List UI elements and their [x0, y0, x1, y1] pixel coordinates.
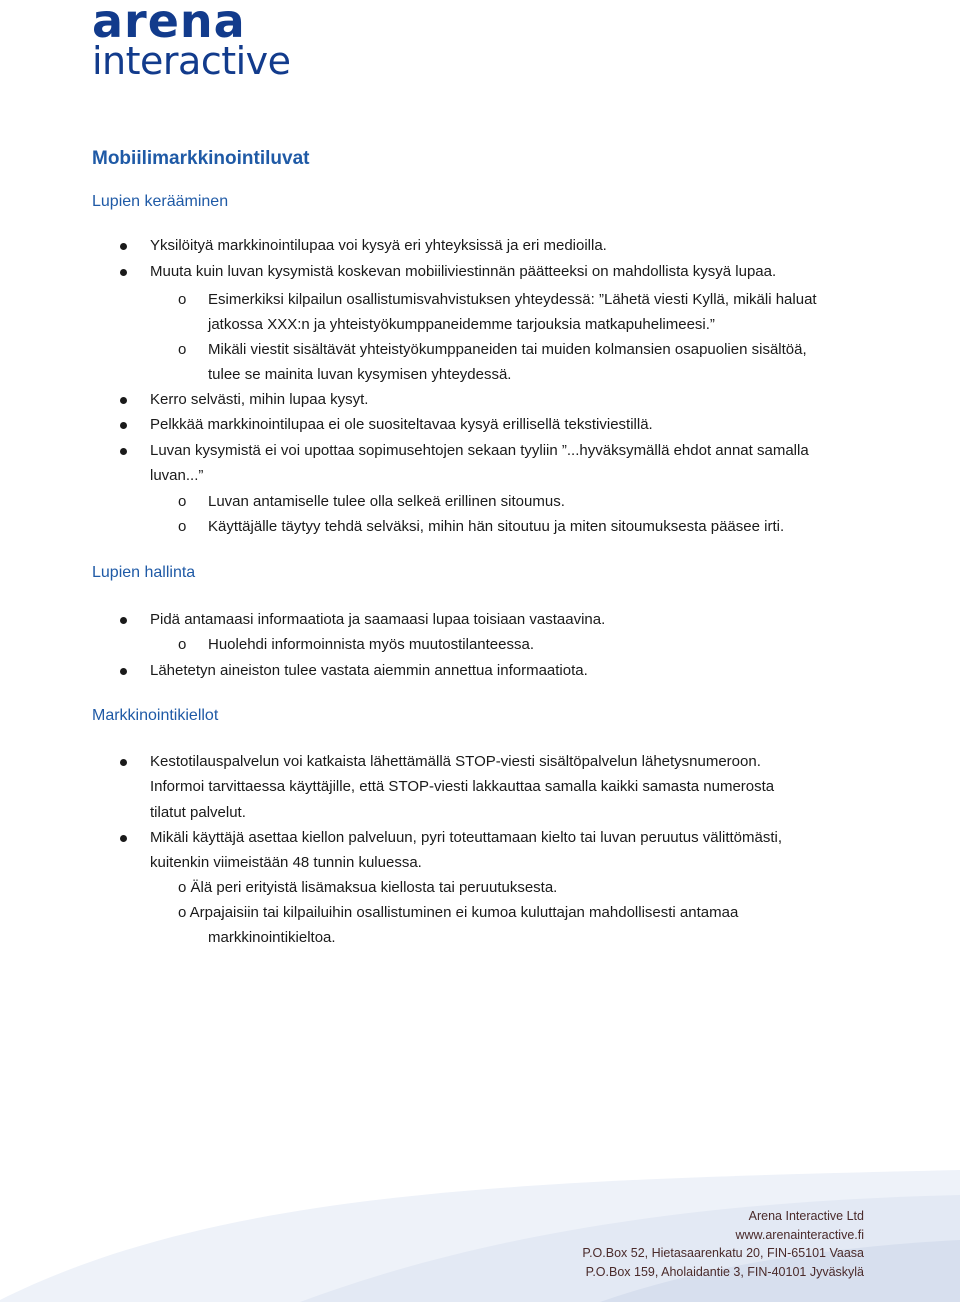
bullet-icon	[120, 759, 127, 766]
sub-bullet-marker: o	[178, 636, 187, 653]
list-item-continuation: kuitenkin viimeistään 48 tunnin kuluessa.	[150, 854, 422, 871]
footer-contact	[582, 1207, 864, 1281]
bullet-icon	[120, 617, 127, 624]
sub-list-item: Luvan antamiselle tulee olla selkeä erillinen sitoumus.	[208, 493, 565, 510]
list-item: Kestotilauspalvelun voi katkaista lähettämällä STOP-viesti sisältöpalvelun lähetysnumeroon.	[150, 753, 761, 770]
sub-bullet-marker: o	[178, 341, 187, 358]
bullet-icon	[120, 397, 127, 404]
logo-word-arena: arena	[92, 0, 246, 48]
footer-address-jyvaskyla: P.O.Box 159, Aholaidantie 3, FIN-40101 Jyväskylä	[585, 1264, 864, 1279]
sub-list-item: o Älä peri erityistä lisämaksua kiellosta tai peruutuksesta.	[178, 879, 558, 896]
section-heading-lupien-keraaminen: Lupien kerääminen	[92, 193, 229, 210]
footer-address-vaasa: P.O.Box 52, Hietasaarenkatu 20, FIN-65101 Vaasa	[582, 1246, 864, 1260]
bullet-icon	[120, 835, 127, 842]
logo-word-interactive: interactive	[92, 39, 291, 83]
section-heading-markkinointikiellot: Markkinointikiellot	[92, 707, 219, 724]
sub-list-item: o Arpajaisiin tai kilpailuihin osallistuminen ei kumoa kuluttajan mahdollisesti antamaa	[178, 904, 739, 921]
sub-bullet-marker: o	[178, 518, 187, 535]
arena-interactive-logo	[92, 0, 291, 83]
list-item: Kerro selvästi, mihin lupaa kysyt.	[150, 391, 369, 408]
list-item-continuation: Informoi tarvittaessa käyttäjille, että STOP-viesti lakkauttaa samalla kaikki samasta numerosta	[150, 778, 775, 795]
list-item: Lähetetyn aineiston tulee vastata aiemmin annettua informaatiota.	[150, 662, 588, 679]
list-item: Yksilöityä markkinointilupaa voi kysyä eri yhteyksissä ja eri medioilla.	[150, 237, 607, 254]
bullet-icon	[120, 448, 127, 455]
sub-bullet-marker: o	[178, 493, 187, 510]
bullet-icon	[120, 668, 127, 675]
sub-bullet-marker: o	[178, 291, 187, 308]
footer-company: Arena Interactive Ltd	[748, 1209, 864, 1223]
page-title: Mobiilimarkkinointiluvat	[92, 148, 310, 169]
list-item: Mikäli käyttäjä asettaa kiellon palveluun, pyri toteuttamaan kielto tai luvan peruutus välittömästi,	[150, 829, 782, 846]
sub-list-item-continuation: jatkossa XXX:n ja yhteistyökumppaneidemme tarjouksia matkapuhelimeesi.”	[208, 316, 715, 333]
bullet-icon	[120, 243, 127, 250]
bullet-icon	[120, 269, 127, 276]
sub-list-item-continuation: tulee se mainita luvan kysymisen yhteydessä.	[208, 366, 512, 383]
list-item-continuation: tilatut palvelut.	[150, 804, 246, 821]
sub-list-item: Esimerkiksi kilpailun osallistumisvahvistuksen yhteydessä: ”Lähetä viesti Kyllä, mikäli haluat	[208, 291, 817, 308]
section-heading-lupien-hallinta: Lupien hallinta	[92, 564, 196, 581]
footer-website: www.arenainteractive.fi	[735, 1227, 864, 1242]
list-item-continuation: luvan...”	[150, 467, 204, 484]
list-item: Muuta kuin luvan kysymistä koskevan mobiiliviestinnän päätteeksi on mahdollista kysyä lupaa.	[150, 263, 777, 280]
sub-list-item: Käyttäjälle täytyy tehdä selväksi, mihin hän sitoutuu ja miten sitoumuksesta pääsee irti.	[208, 518, 785, 535]
list-item: Pidä antamaasi informaatiota ja saamaasi lupaa toisiaan vastaavina.	[150, 611, 606, 628]
sub-list-item: Huolehdi informoinnista myös muutostilanteessa.	[208, 636, 534, 653]
sub-list-item-continuation: markkinointikieltoa.	[208, 929, 336, 946]
bullet-icon	[120, 422, 127, 429]
list-item: Pelkkää markkinointilupaa ei ole suositeltavaa kysyä erillisellä tekstiviestillä.	[150, 416, 653, 433]
list-item: Luvan kysymistä ei voi upottaa sopimusehtojen sekaan tyyliin ”...hyväksymällä ehdot annat samalla	[150, 442, 809, 459]
sub-list-item: Mikäli viestit sisältävät yhteistyökumppaneiden tai muiden kolmansien osapuolien sisältöä,	[208, 341, 807, 358]
